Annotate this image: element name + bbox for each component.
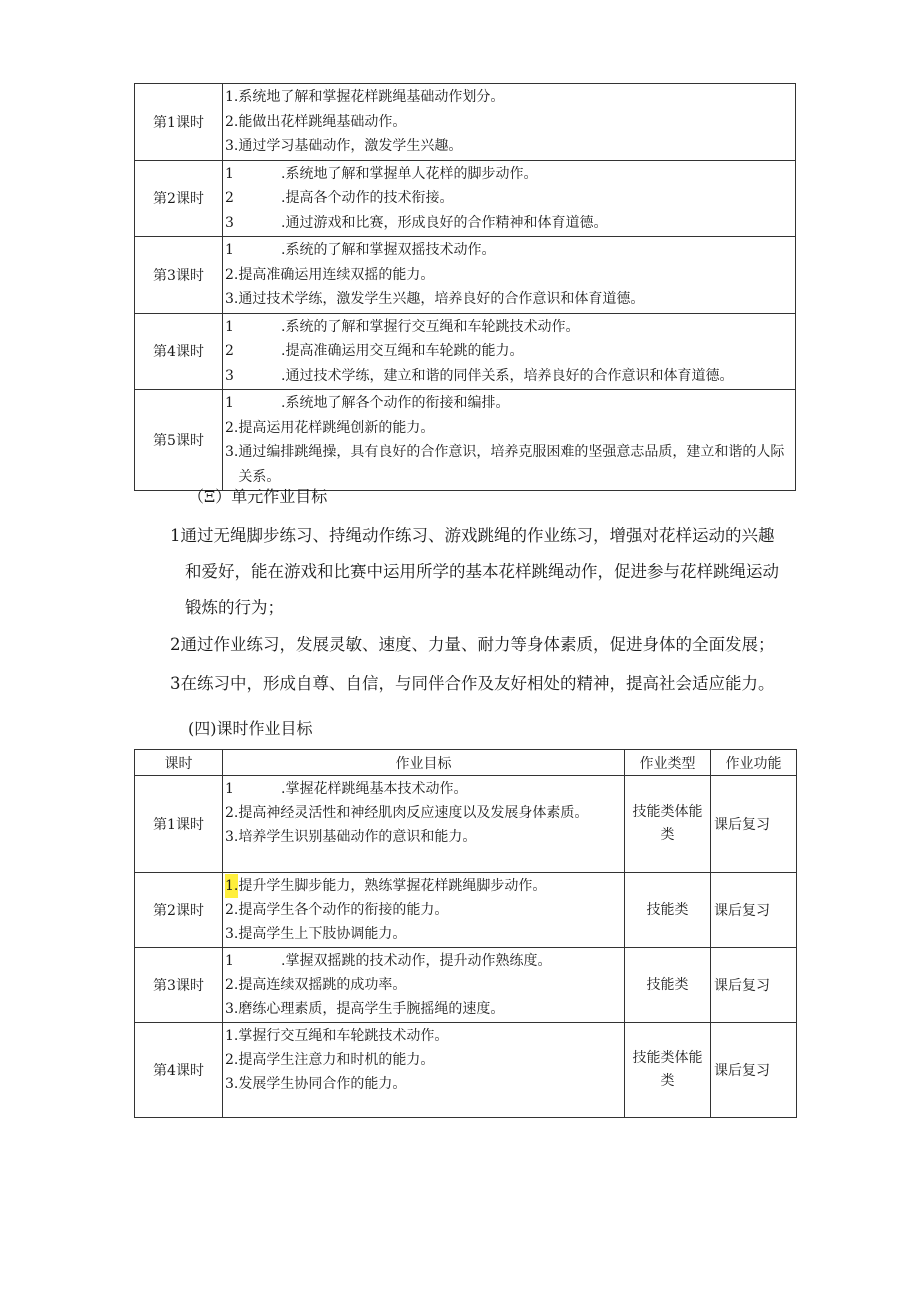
homework-type: 技能类体能类	[625, 1023, 711, 1118]
objective-list	[223, 160, 796, 237]
homework-function: 课后复习	[711, 948, 797, 1023]
item-text: .系统的了解和掌握行交互绳和车轮跳技术动作。	[281, 318, 580, 335]
table-row	[135, 776, 797, 873]
table-row	[135, 84, 796, 161]
lesson-label: 第2课时	[135, 873, 223, 948]
lesson-objectives-table	[134, 83, 796, 491]
item-text: .系统地了解各个动作的衔接和编排。	[281, 395, 510, 411]
item-text: 发展学生协同合作的能力。	[238, 1076, 407, 1092]
item-number: 2.	[225, 977, 239, 993]
item-number: 2.	[225, 419, 239, 436]
lesson-label: 第4课时	[135, 1023, 223, 1118]
objective-item	[225, 238, 791, 263]
item-text: 通过编排跳绳操，具有良好的合作意识，培养克服困难的坚强意志品质，建立和谐的人际关系。	[238, 444, 785, 485]
item-text: 提高学生上下肢协调能力。	[238, 926, 407, 942]
objective-list	[223, 84, 796, 161]
header-goal: 作业目标	[223, 750, 625, 776]
lesson-label: 第1课时	[135, 776, 223, 873]
unit-goal-3-line: 3在练习中，形成自尊、自信，与同伴合作及友好相处的精神，提高社会适应能力。	[170, 674, 775, 693]
objective-item	[225, 1048, 620, 1072]
homework-function: 课后复习	[711, 776, 797, 873]
objective-list	[223, 237, 796, 314]
item-text: .掌握花样跳绳基本技术动作。	[281, 781, 468, 797]
item-text: 培养学生识别基础动作的意识和能力。	[238, 829, 477, 845]
item-number: 1	[225, 242, 234, 258]
objective-item	[225, 1072, 620, 1096]
item-text: .通过游戏和比赛，形成良好的合作精神和体育道德。	[281, 214, 608, 231]
item-number: 3.	[225, 829, 239, 845]
item-text: .系统地了解和掌握单人花样的脚步动作。	[281, 165, 538, 182]
objective-item	[225, 287, 791, 312]
item-number: 2.	[225, 113, 239, 130]
objective-item	[225, 110, 791, 135]
objective-item	[225, 339, 791, 364]
homework-type: 技能类体能类	[625, 776, 711, 873]
unit-goal-1-line: 1通过无绳脚步练习、持绳动作练习、游戏跳绳的作业练习，增强对花样运动的兴趣	[170, 526, 775, 545]
lesson-label: 第3课时	[135, 237, 223, 314]
item-number: 3.	[225, 1076, 239, 1092]
item-number: 3.	[225, 926, 239, 942]
table-row	[135, 313, 796, 390]
item-number: 2	[225, 343, 234, 359]
lesson-homework-goals-heading: (四)课时作业目标	[188, 719, 313, 738]
item-number: 1	[225, 318, 234, 335]
table-header-row	[135, 750, 797, 776]
homework-goal-list	[223, 873, 625, 948]
item-number: 3.	[225, 291, 239, 307]
item-number: 3.	[225, 1001, 239, 1017]
table-row	[135, 237, 796, 314]
item-text: .通过技术学练，建立和谐的同伴关系，培养良好的合作意识和体育道德。	[281, 367, 734, 384]
item-number: 3	[225, 214, 234, 231]
item-text: 提高学生注意力和时机的能力。	[238, 1052, 435, 1068]
objective-item	[225, 391, 791, 416]
table-row	[135, 873, 797, 948]
item-number: 2.	[225, 902, 239, 918]
lesson-homework-table	[134, 749, 797, 1118]
lesson-label: 第4课时	[135, 313, 223, 390]
objective-item	[225, 85, 791, 110]
objective-item	[225, 1024, 620, 1048]
unit-homework-goals-heading: （Ξ）单元作业目标	[188, 487, 328, 506]
objective-item	[225, 211, 791, 236]
objective-list	[223, 390, 796, 491]
objective-item	[225, 898, 620, 922]
objective-item	[225, 440, 791, 489]
item-number: 2	[225, 805, 234, 821]
item-number: 1	[225, 165, 234, 182]
objective-item	[225, 997, 620, 1021]
item-text: 通过技术学练，激发学生兴趣，培养良好的合作意识和体育道德。	[238, 291, 645, 307]
lesson-label: 第5课时	[135, 390, 223, 491]
objective-item	[225, 162, 791, 187]
header-type: 作业类型	[625, 750, 711, 776]
item-number: 3.	[225, 138, 239, 154]
item-number: 2	[225, 190, 234, 206]
homework-function: 课后复习	[711, 873, 797, 948]
homework-type: 技能类	[625, 948, 711, 1023]
lesson-label: 第2课时	[135, 160, 223, 237]
item-text: 掌握行交互绳和车轮跳技术动作。	[238, 1028, 449, 1044]
homework-goal-list	[223, 1023, 625, 1118]
unit-goal-1-cont-1: 和爱好，能在游戏和比赛中运用所学的基本花样跳绳动作，促进参与花样跳绳运动	[185, 562, 779, 581]
item-number: 3.	[225, 444, 239, 460]
table-row	[135, 948, 797, 1023]
item-number: 3	[225, 367, 234, 384]
item-text: .提高准确运用交互绳和车轮跳的能力。	[281, 343, 524, 359]
item-text: 磨练心理素质，提高学生手腕摇绳的速度。	[238, 1001, 505, 1017]
homework-goal-list	[223, 776, 625, 873]
unit-goal-paragraph-3	[170, 666, 810, 702]
objective-item	[225, 949, 620, 973]
table-row	[135, 1023, 797, 1118]
lesson-label: 第1课时	[135, 84, 223, 161]
item-number: 2.	[225, 266, 239, 283]
objective-item	[225, 134, 791, 159]
item-text: .系统的了解和掌握双摇技术动作。	[281, 242, 496, 258]
table-row	[135, 390, 796, 491]
item-number: 1	[225, 395, 234, 411]
item-number: 2.	[225, 1052, 239, 1068]
item-text: 提高学生各个动作的衔接的能力。	[238, 902, 449, 918]
objective-item	[225, 186, 791, 211]
item-text: 提高准确运用连续双摇的能力。	[238, 266, 435, 283]
table-row	[135, 160, 796, 237]
objective-item	[225, 315, 791, 340]
item-text: .掌握双摇跳的技术动作，提升动作熟练度。	[281, 953, 552, 969]
item-text: .提高神经灵活性和神经肌肉反应速度以及发展身体素质。	[233, 805, 589, 821]
objective-item	[225, 364, 791, 389]
item-text: 系统地了解和掌握花样跳绳基础动作划分。	[238, 89, 505, 105]
unit-goal-paragraph-1	[170, 518, 810, 626]
item-number: 1.	[225, 89, 239, 105]
objective-item	[225, 922, 620, 946]
unit-goal-2-line: 2通过作业练习，发展灵敏、速度、力量、耐力等身体素质，促进身体的全面发展；	[170, 635, 775, 654]
homework-function: 课后复习	[711, 1023, 797, 1118]
objective-item	[225, 825, 620, 849]
objective-item	[225, 973, 620, 997]
unit-goal-paragraph-2	[170, 627, 810, 663]
objective-item	[225, 801, 620, 825]
objective-list	[223, 313, 796, 390]
item-text: 提升学生脚步能力，熟练掌握花样跳绳脚步动作。	[238, 878, 547, 894]
unit-goal-1-cont-2: 锻炼的行为；	[185, 598, 284, 617]
objective-item	[225, 263, 791, 288]
item-number: 1	[225, 953, 234, 969]
item-text: 能做出花样跳绳基础动作。	[238, 113, 407, 130]
item-number: 1.	[225, 1028, 239, 1044]
lesson-label: 第3课时	[135, 948, 223, 1023]
objective-item	[225, 874, 620, 898]
item-text: 提高连续双摇跳的成功率。	[238, 977, 407, 993]
item-text: 提高运用花样跳绳创新的能力。	[238, 419, 435, 436]
item-number: 1	[225, 781, 234, 797]
header-function: 作业功能	[711, 750, 797, 776]
objective-item	[225, 416, 791, 441]
item-number: 1.	[225, 874, 238, 898]
homework-type: 技能类	[625, 873, 711, 948]
item-text: 通过学习基础动作，激发学生兴趣。	[238, 138, 463, 154]
header-lesson: 课时	[135, 750, 223, 776]
item-text: .提高各个动作的技术衔接。	[281, 190, 454, 206]
homework-goal-list	[223, 948, 625, 1023]
objective-item	[225, 777, 620, 801]
